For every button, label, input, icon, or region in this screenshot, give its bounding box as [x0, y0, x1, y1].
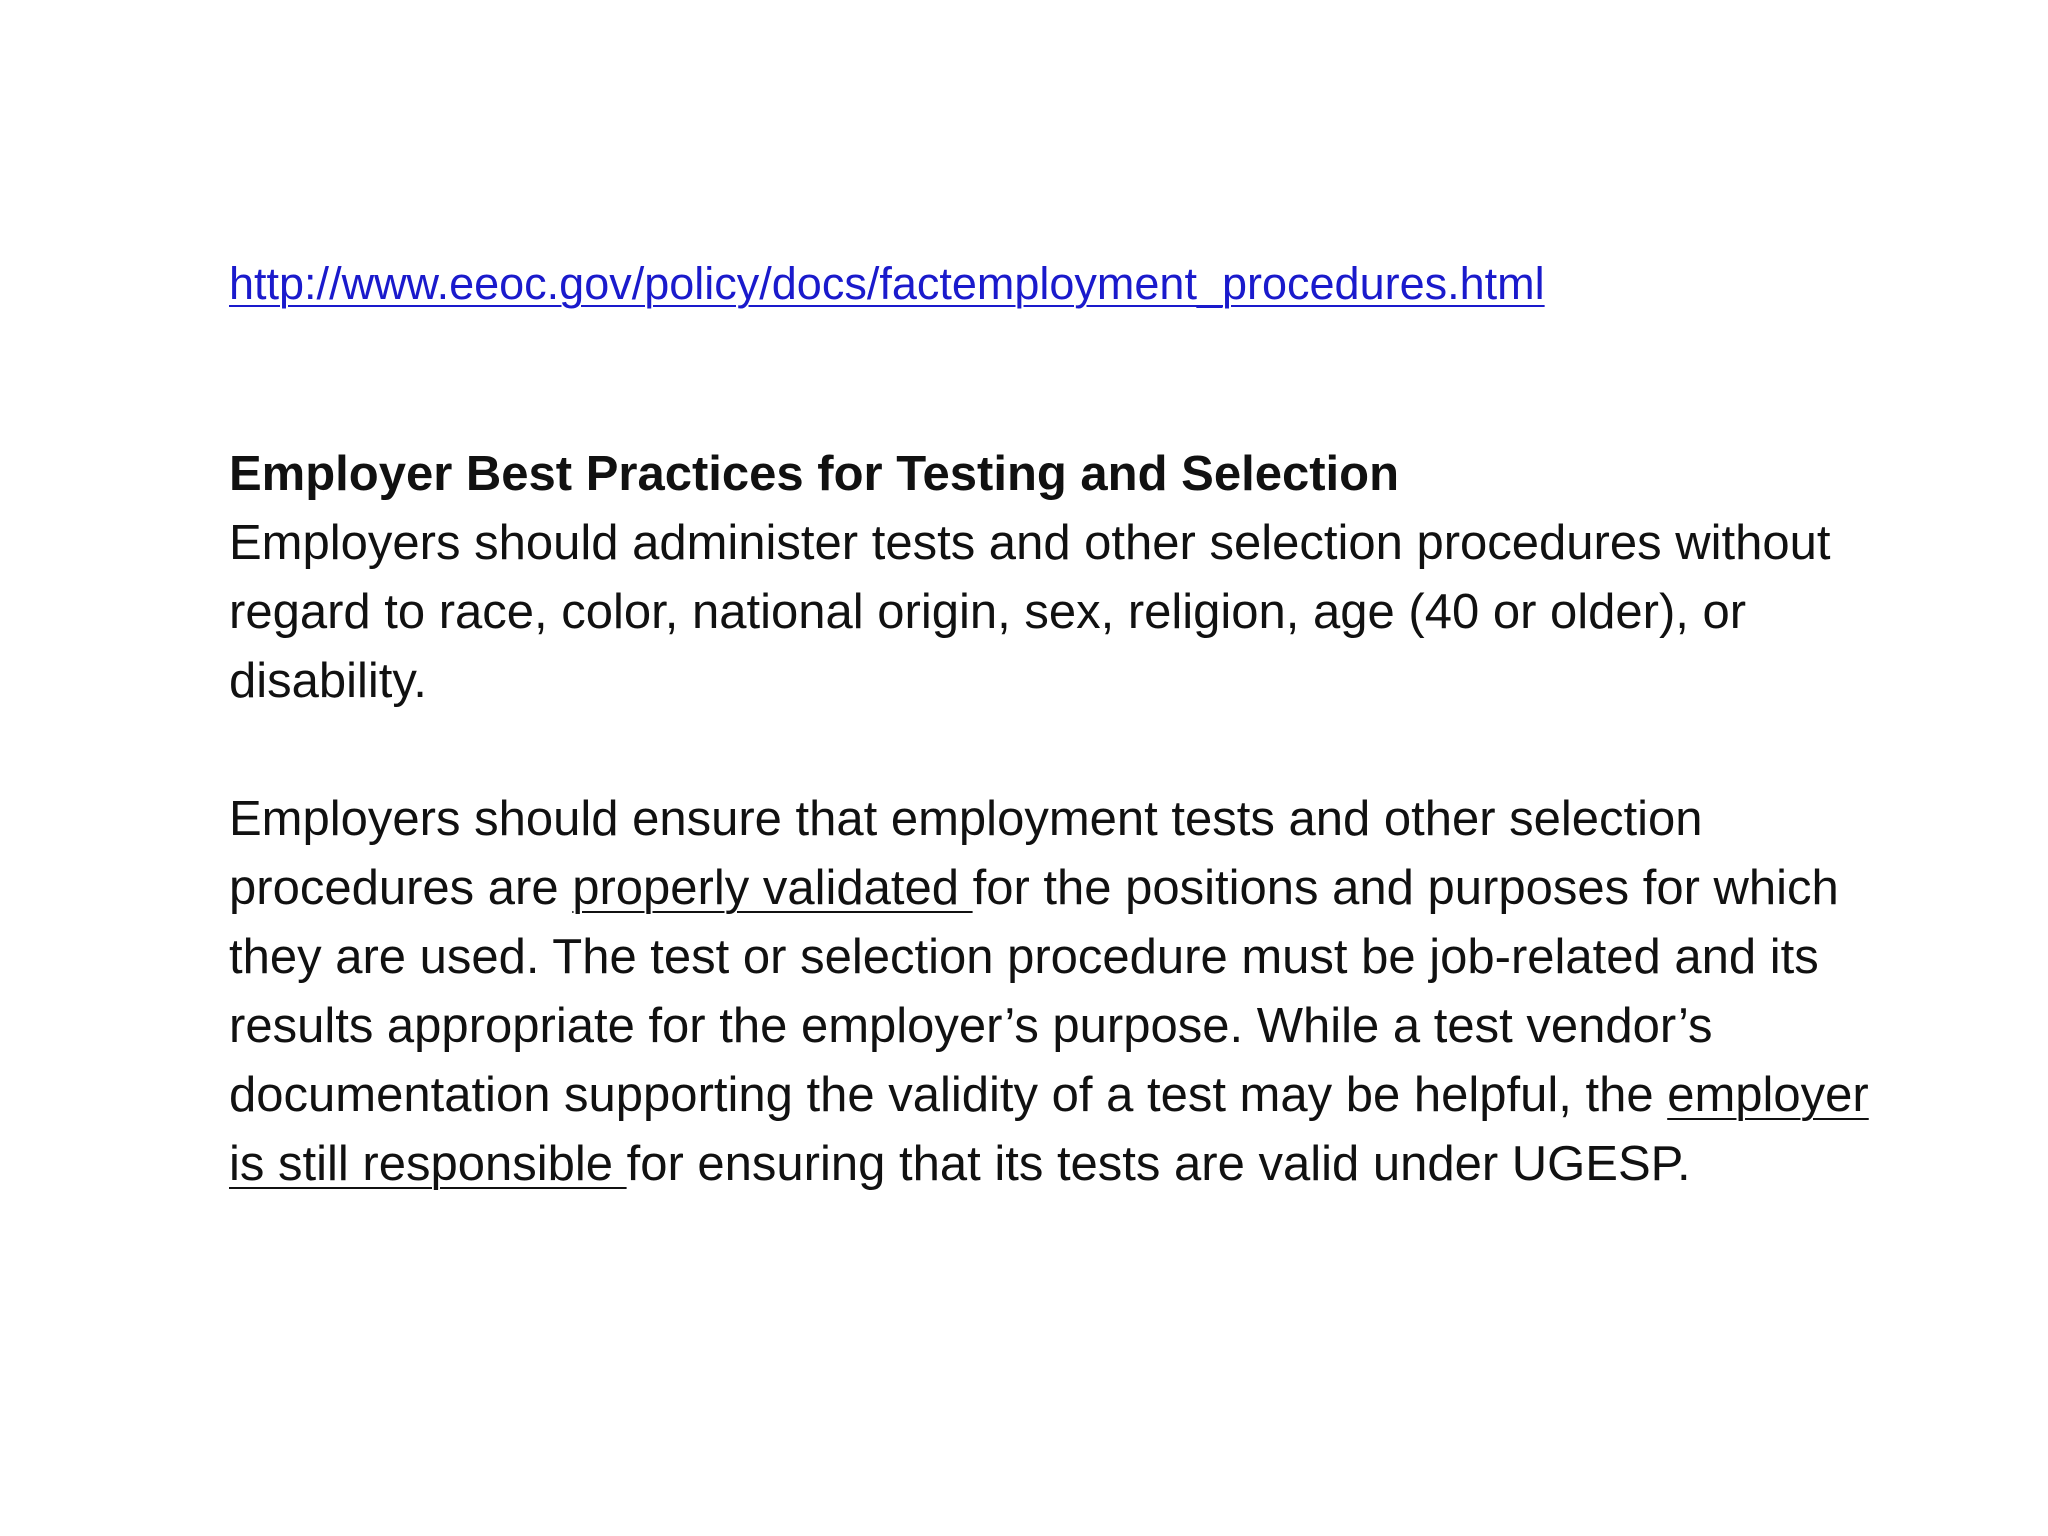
- eeoc-policy-link[interactable]: http://www.eeoc.gov/policy/docs/factemployment_procedures.html: [229, 258, 1545, 309]
- section-heading: Employer Best Practices for Testing and Selection: [229, 447, 1399, 501]
- employer-responsible-underlined: employer is still responsible: [229, 1068, 1869, 1191]
- validation-text-start: Employers should ensure that employment tests and other selection procedures are: [229, 792, 1703, 915]
- paragraph-validation: [229, 785, 1909, 1199]
- validation-text-end: for ensuring that its tests are valid under UGESP.: [626, 1137, 1691, 1191]
- slide-body: [229, 440, 1909, 1199]
- properly-validated-underlined: properly validated: [572, 861, 973, 915]
- validation-text-middle: for the positions and purposes for which they are used. The test or selection procedure must be job-related and its results appropriate for the employer’s purpose. While a test vendor’s documentation supporting the validity of a test may be helpful, the: [229, 861, 1839, 1122]
- paragraph-administer-tests: Employers should administer tests and other selection procedures without regard to race, color, national origin, sex, religion, age (40 or older), or disability.: [229, 516, 1831, 708]
